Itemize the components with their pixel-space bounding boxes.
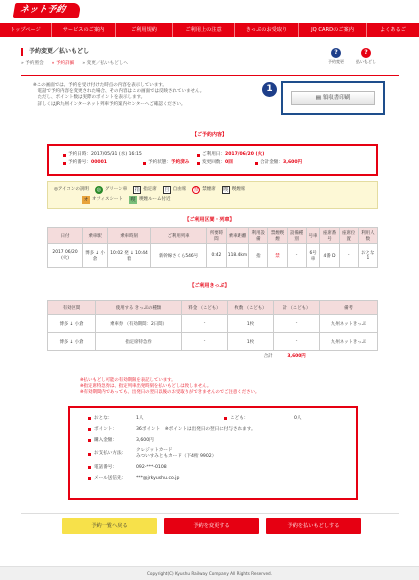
notice-text: ※この画面では、予約を受け付けた時点の内容を表示しています。 電話で予約内容を変更された場合、その内容はこの画面では反映されていません。 ただし、ポイント数は実際のポイントを表示します。 詳しくはJR九州インターネット列車予約案内センターへご確認ください。 [33,83,205,107]
nav-top[interactable]: トップページ [0,23,52,37]
green-car-icon: ◎ [96,187,102,193]
print-highlight [281,81,385,115]
footer-copyright: Copyright(C) Kyushu Railway Company All Rights Reserved. [0,566,419,580]
tickets-section-title: 【ご利用きっぷ】 [189,283,230,289]
trains-table [47,227,378,268]
back-to-list-button[interactable]: 予約一覧へ戻る [62,518,157,534]
refund-reservation-button[interactable]: 予約を払いもどしする [266,518,361,534]
non-smoking-icon: 禁 [193,187,199,193]
nav-terms[interactable]: ご利用規約 [116,23,173,37]
table-header-row: 日付 乗車駅 乗車時刻 ご利用列車 所要時間 乗車距離 利用設備 禁煙喫煙 設備種別 号車 座席番号 座席位置 利用人数 [48,228,378,244]
table-row: 2017 06/20 (火) 博多 ↓ 小倉 10:02 発 ↓ 10:44 着 新幹線さくら546号 0:42 118.4km 指 禁 - 6号車 4番 D - おとな 1 [48,244,378,268]
site-logo[interactable]: ネット予約 [13,3,82,18]
refund-notes: ※払いもどし可能の有効期限を表記しています。 ※指定席特急券は、指定列車出発時刻を払いもどしは致しません。 ※有効期間内であっても、出発日の翌日以後のお受取りができませんのでご注意ください。 [80,378,260,395]
divider [21,513,399,514]
icon-legend: ◎アイコンの説明 ◎ グリーン車 指 指定席 自 自由席 禁 禁煙席 喫 喫煙席 オ オフィスシート 喫 喫煙ルーム付近 [47,181,378,209]
reservation-summary: 予約日時 ： 2017/05/31 (水) 16:15 ご利用日 ： 2017/06/20 (火) 予約番号 ： 00001 予約状態 ： 予約済み 変更回数 ： 0回 合計金額 ： 3,600円 [47,144,378,176]
change-reservation-button[interactable]: 予約を変更する [164,518,259,534]
help-icons [325,48,377,65]
table-row: 博多 ↓ 小倉 乗車券 （有効期間：2日間） - 1枚 - 九州ネットきっぷ [48,315,378,333]
question-icon: ? [361,48,371,58]
smoking-icon: 喫 [223,187,229,193]
purchase-info: おとな： 1人 こども： 0人 ポイント： 36ポイント ※ポイントは出発日の翌日に付与されます。 購入金額： 3,600円 お支払い方法： クレジットカード みついすみともカード（下4桁 9902） 電話番号： 092-***-0108 メール送信先： ***@jrkyushu.co.jp [68,406,358,500]
nav-pickup[interactable]: きっぷのお受取り [235,23,299,37]
nav-jqcard[interactable]: JQ CARDのご案内 [299,23,367,37]
table-header-row: 有効区間 使用する きっぷの種類 料金 （こども） 枚数 （こども） 計 （こども） 備考 [48,301,378,315]
refund-help[interactable]: ? 払いもどし [356,49,376,64]
non-smoking-icon: 禁 [268,244,287,268]
annotation-badge: 1 [262,82,277,97]
reserved-seat-icon: 指 [134,187,140,193]
step-3: » 変更／払いもどしへ [82,61,128,66]
divider [21,75,399,76]
header [0,0,419,22]
change-help[interactable]: ? 予約変更 [328,49,344,64]
unreserved-seat-icon: 自 [164,187,170,193]
trains-section-title: 【ご利用区間・列車】 [184,217,235,223]
office-seat-icon: オ [83,197,89,203]
tickets-table [47,300,378,361]
nav-cautions[interactable]: ご利用上の注意 [173,23,235,37]
step-1: » 予約照会 [21,61,44,66]
reservation-section-title: 【ご予約内容】 [191,132,227,138]
step-2: » 予約詳細 [51,61,75,66]
nav-service[interactable]: サービスのご案内 [52,23,116,37]
table-row: 博多 ↓ 小倉 指定席特急券 - 1枚 - 九州ネットきっぷ [48,333,378,351]
page-head [21,48,399,66]
receipt-print-button[interactable]: ▤ 領収書印刷 [291,91,375,105]
page-title: 予約変更／払いもどし [21,48,399,56]
question-icon: ? [331,48,341,58]
printer-icon: ▤ [315,95,323,101]
nav-faq[interactable]: よくあるご [380,27,406,33]
smoking-room-icon: 喫 [130,197,136,203]
global-nav [0,23,419,37]
reserved-seat-icon: 指 [249,244,268,268]
total-row: 合計 3,600円 [48,351,378,361]
